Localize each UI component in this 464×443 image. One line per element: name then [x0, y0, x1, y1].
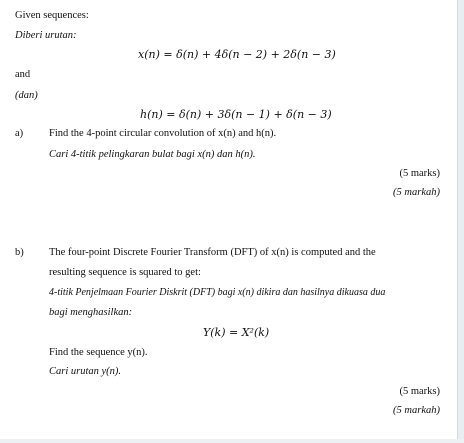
- equation-y: Y(k) = X²(k): [203, 326, 270, 339]
- part-a-question-malay: Cari 4-titik pelingkaran bulat bagi x(n) dan h(n).: [49, 149, 256, 160]
- part-b-question-line2-malay: bagi menghasilkan:: [49, 307, 133, 318]
- part-b-question-line1: The four-point Discrete Fourier Transform (DFT) of x(n) is computed and the: [49, 247, 376, 258]
- part-a-question: Find the 4-point circular convolution of x(n) and h(n).: [49, 128, 277, 139]
- part-a-label: a): [15, 128, 24, 139]
- equation-h: h(n) = δ(n) + 3δ(n − 1) + δ(n − 3): [140, 108, 332, 121]
- part-b-question-line1-malay: 4-titik Penjelmaan Fourier Diskrit (DFT) bagi x(n) dikira dan hasilnya dikuasa dua: [49, 287, 386, 298]
- equation-x: x(n) = δ(n) + 4δ(n − 2) + 2δ(n − 3): [138, 48, 336, 61]
- given-sequences-label: Given sequences:: [15, 10, 89, 21]
- part-b-label: b): [15, 247, 24, 258]
- and-label-malay: (dan): [15, 90, 38, 101]
- part-b-find-malay: Cari urutan y(n).: [49, 366, 122, 377]
- part-a-marks: (5 marks): [399, 168, 440, 179]
- part-b-find: Find the sequence y(n).: [49, 347, 148, 358]
- window-right-edge: [457, 0, 464, 443]
- part-b-marks-malay: (5 markah): [393, 405, 440, 416]
- part-b-question-line2: resulting sequence is squared to get:: [49, 267, 201, 278]
- given-sequences-label-malay: Diberi urutan:: [15, 30, 77, 41]
- part-b-marks: (5 marks): [399, 386, 440, 397]
- part-a-marks-malay: (5 markah): [393, 187, 440, 198]
- window-bottom-edge: [0, 439, 464, 443]
- and-label: and: [15, 69, 31, 80]
